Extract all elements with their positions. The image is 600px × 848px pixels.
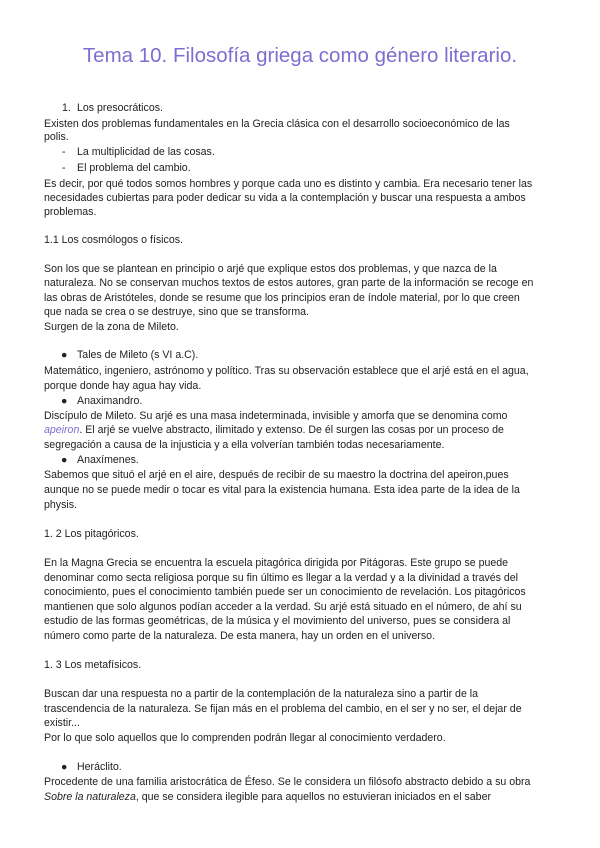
paragraph-line <box>44 424 504 437</box>
paragraph-line: Procedente de una familia aristocrática de Éfeso. Se le considera un filósofo abstracto debido a su obra <box>44 776 531 788</box>
paragraph-line: segregación a causa de la injusticia y a ella volverían también todas necesariamente. <box>44 439 445 451</box>
paragraph-line: las obras de Aristóteles, donde se resume que los principios eran de índole material, por lo que creen <box>44 292 520 304</box>
subheading-anaximenes: Anaxímenes. <box>77 454 139 466</box>
page-title: Tema 10. Filosofía griega como género literario. <box>82 44 518 67</box>
paragraph-line: naturaleza. No se conservan muchos textos de estos autores, gran parte de la información se recoge en <box>44 277 534 289</box>
paragraph-line: problemas. <box>44 206 97 218</box>
paragraph-line: aunque no se puede medir o tocar es vital para la existencia humana. Esta idea parte de la idea de la <box>44 484 520 496</box>
paragraph-text: . El arjé se vuelve abstracto, ilimitado y extenso. De él surgen las cosas por un proceso de <box>79 424 504 436</box>
paragraph-line: Existen dos problemas fundamentales en la Grecia clásica con el desarrollo socioeconómico de las <box>44 118 510 130</box>
section-heading-cosmologos: 1.1 Los cosmólogos o físicos. <box>44 234 183 246</box>
paragraph-line <box>44 791 491 804</box>
bullet-icon: ● <box>61 395 68 407</box>
paragraph-line: Buscan dar una respuesta no a partir de la contemplación de la naturaleza sino a partir de la <box>44 688 479 700</box>
paragraph-line: existir... <box>44 717 80 729</box>
bullet-icon: ● <box>61 349 68 361</box>
bullet-icon: ● <box>61 454 68 466</box>
paragraph-line: que nada se crea o se destruye, sino que se transforma. <box>44 306 309 318</box>
paragraph-line: estudio de las formas geométricas, de la música y el movimiento del universo, pues se considera al <box>44 615 511 627</box>
paragraph-line: necesidades cubiertas para poder dedicar su vida a la contemplación y buscar una respuesta a ambos <box>44 192 526 204</box>
paragraph-line: Surgen de la zona de Mileto. <box>44 321 179 333</box>
apeiron-term: apeiron <box>44 424 80 436</box>
subheading-heraclito: Heráclito. <box>77 761 122 773</box>
paragraph-line: physis. <box>44 499 77 511</box>
list-item: El problema del cambio. <box>77 162 191 174</box>
paragraph-line: Son los que se plantean en principio o arjé que explique estos dos problemas, y que nazca de la <box>44 263 497 275</box>
paragraph-text: , que se considera ilegible para aquellos no estuvieran iniciados en el saber <box>135 791 491 803</box>
paragraph-line: porque donde hay agua hay vida. <box>44 380 202 392</box>
section-heading-metafisicos: 1. 3 Los metafísicos. <box>44 659 142 671</box>
paragraph-line: En la Magna Grecia se encuentra la escuela pitagórica dirigida por Pitágoras. Este grupo se puede <box>44 557 509 569</box>
section-heading-presocraticos: Los presocráticos. <box>77 102 163 114</box>
subheading-anaximandro: Anaximandro. <box>77 395 143 407</box>
paragraph-line: trascendencia de la naturaleza. Se fijan más en el problema del cambio, en el ser y no ser, el dejar de <box>44 703 522 715</box>
list-item: La multiplicidad de las cosas. <box>77 146 215 158</box>
bullet-icon: ● <box>61 761 68 773</box>
paragraph-line: conocimiento, pues el conocimiento también puede ser un conocimiento de revelación. Los pitagóricos <box>44 586 526 598</box>
work-title: Sobre la naturaleza <box>44 791 136 803</box>
section-heading-pitagoricos: 1. 2 Los pitagóricos. <box>44 528 139 540</box>
paragraph-line: Discípulo de Mileto. Su arjé es una masa indeterminada, invisible y amorfa que se denomina como <box>44 410 508 422</box>
paragraph-line: Por lo que solo aquellos que lo comprenden podrán llegar al conocimiento verdadero. <box>44 732 446 744</box>
paragraph-line: Matemático, ingeniero, astrónomo y político. Tras su observación establece que el arjé está en el agua, <box>44 365 529 377</box>
subheading-tales: Tales de Mileto (s VI a.C). <box>77 349 199 361</box>
paragraph-line: número como parte de la naturaleza. De esta manera, hay un orden en el universo. <box>44 630 436 642</box>
paragraph-line: mantienen que solo algunos podían acceder a la verdad. Su arjé está situado en el número, de ahí su <box>44 601 522 613</box>
list-number: 1. <box>62 102 71 114</box>
paragraph-line: Es decir, por qué todos somos hombres y porque cada uno es distinto y cambia. Era necesario tener las <box>44 178 533 190</box>
paragraph-line: Sabemos que situó el arjé en el aire, después de recibir de su maestro la doctrina del apeiron,pues <box>44 469 509 481</box>
dash-marker: - <box>62 162 66 174</box>
paragraph-line: denominar como secta religiosa porque su fin último es llegar a la verdad y a la divinidad a través del <box>44 572 519 584</box>
paragraph-line: polis. <box>44 131 69 143</box>
dash-marker: - <box>62 146 66 158</box>
